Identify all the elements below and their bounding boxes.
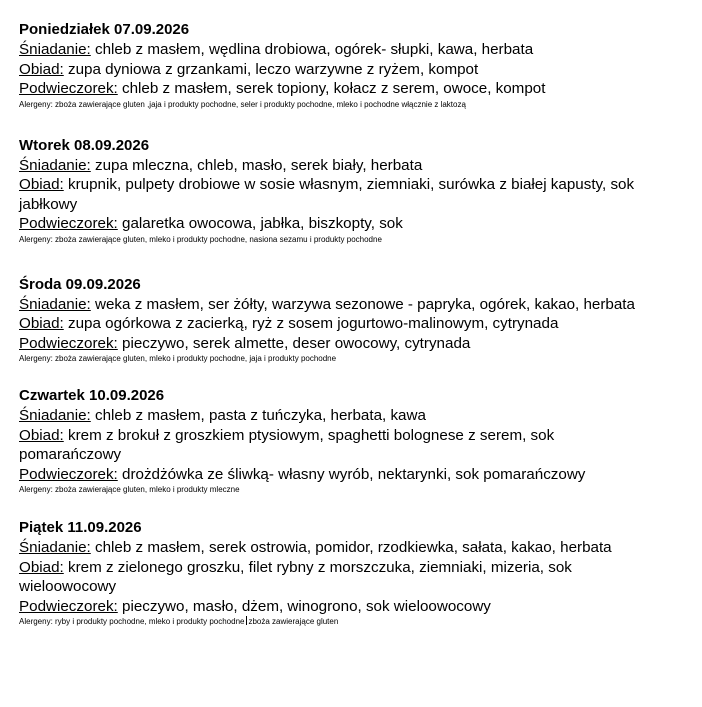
breakfast-label: Śniadanie: <box>19 539 91 556</box>
day-title: Poniedziałek 07.09.2026 <box>19 21 190 38</box>
lunch-label: Obiad: <box>19 558 64 576</box>
day-title: Środa 09.09.2026 <box>19 275 141 293</box>
lunch-label: Obiad: <box>19 426 64 444</box>
snack-line <box>19 597 659 617</box>
breakfast-label: Śniadanie: <box>19 295 91 313</box>
snack-text: galaretka owocowa, jabłka, biszkopty, sok <box>122 215 403 232</box>
allergens-part-2: zboża zawierające gluten <box>248 617 339 626</box>
day-title: Czwartek 10.09.2026 <box>19 387 165 404</box>
lunch-text: krem z brokuł z groszkiem ptysiowym, spaghetti bolognese z serem, sok pomarańczowy <box>19 426 555 463</box>
breakfast-text: zupa mleczna, chleb, masło, serek biały, herbata <box>95 156 423 174</box>
lunch-line <box>19 175 659 214</box>
snack-label: Podwieczorek: <box>19 80 118 97</box>
allergens-note: Alergeny: zboża zawierające gluten, mleko i produkty pochodne, jaja i produkty pochodne <box>19 354 337 363</box>
breakfast-line <box>19 40 659 60</box>
day-title: Piątek 11.09.2026 <box>19 519 142 536</box>
allergens-note: Alergeny: zboża zawierające gluten ,jaja i produkty pochodne, seler i produkty pochodne, mleko i pochodne włącznie z laktozą <box>19 99 466 109</box>
breakfast-text: chleb z masłem, pasta z tuńczyka, herbata, kawa <box>95 407 426 424</box>
allergens-note <box>19 616 689 628</box>
breakfast-line <box>19 538 659 558</box>
snack-line <box>19 465 659 485</box>
lunch-line <box>19 314 659 334</box>
snack-label: Podwieczorek: <box>19 465 118 483</box>
snack-text: chleb z masłem, serek topiony, kołacz z serem, owoce, kompot <box>122 80 546 97</box>
snack-line <box>19 334 659 354</box>
day-friday <box>19 518 689 628</box>
day-wednesday <box>19 275 689 366</box>
breakfast-text: chleb z masłem, serek ostrowia, pomidor, rzodkiewka, sałata, kakao, herbata <box>95 539 612 556</box>
day-tuesday <box>19 136 689 246</box>
snack-label: Podwieczorek: <box>19 215 118 232</box>
snack-line <box>19 79 659 99</box>
lunch-text: krupnik, pulpety drobiowe w sosie własnym, ziemniaki, surówka z białej kapusty, sok jabłkowy <box>19 176 635 213</box>
breakfast-text: weka z masłem, ser żółty, warzywa sezonowe - papryka, ogórek, kakao, herbata <box>95 295 635 313</box>
allergens-note: Alergeny: zboża zawierające gluten, mleko i produkty pochodne, nasiona sezamu i produkty pochodne <box>19 234 382 244</box>
lunch-text: zupa dyniowa z grzankami, leczo warzywne z ryżem, kompot <box>67 60 479 78</box>
snack-text: pieczywo, serek almette, deser owocowy, cytrynada <box>122 334 471 352</box>
breakfast-line <box>19 156 659 176</box>
snack-text: pieczywo, masło, dżem, winogrono, sok wieloowocowy <box>122 597 491 615</box>
breakfast-label: Śniadanie: <box>19 407 91 424</box>
breakfast-text: chleb z masłem, wędlina drobiowa, ogórek- słupki, kawa, herbata <box>95 41 534 58</box>
day-monday <box>19 20 689 111</box>
breakfast-line <box>19 295 659 315</box>
lunch-line <box>19 426 659 465</box>
lunch-line <box>19 558 659 597</box>
allergens-note: Alergeny: zboża zawierające gluten, mleko i produkty mleczne <box>19 485 240 494</box>
snack-line <box>19 214 659 234</box>
day-thursday <box>19 386 689 496</box>
snack-label: Podwieczorek: <box>19 334 118 352</box>
day-title: Wtorek 08.09.2026 <box>19 136 150 154</box>
snack-text: drożdżówka ze śliwką- własny wyrób, nektarynki, sok pomarańczowy <box>122 465 586 483</box>
snack-label: Podwieczorek: <box>19 597 118 615</box>
breakfast-line <box>19 406 659 426</box>
lunch-text: zupa ogórkowa z zacierką, ryż z sosem jogurtowo-malinowym, cytrynada <box>67 315 559 332</box>
lunch-label: Obiad: <box>19 176 64 193</box>
allergens-part-1: Alergeny: ryby i produkty pochodne, mleko i produkty pochodne <box>19 617 245 626</box>
breakfast-label: Śniadanie: <box>19 41 91 58</box>
breakfast-label: Śniadanie: <box>19 156 91 174</box>
menu-document <box>19 20 689 628</box>
lunch-text: krem z zielonego groszku, filet rybny z morszczuka, ziemniaki, mizeria, sok wieloowocowy <box>19 558 572 595</box>
lunch-label: Obiad: <box>19 60 64 78</box>
lunch-line <box>19 60 659 80</box>
lunch-label: Obiad: <box>19 315 64 332</box>
